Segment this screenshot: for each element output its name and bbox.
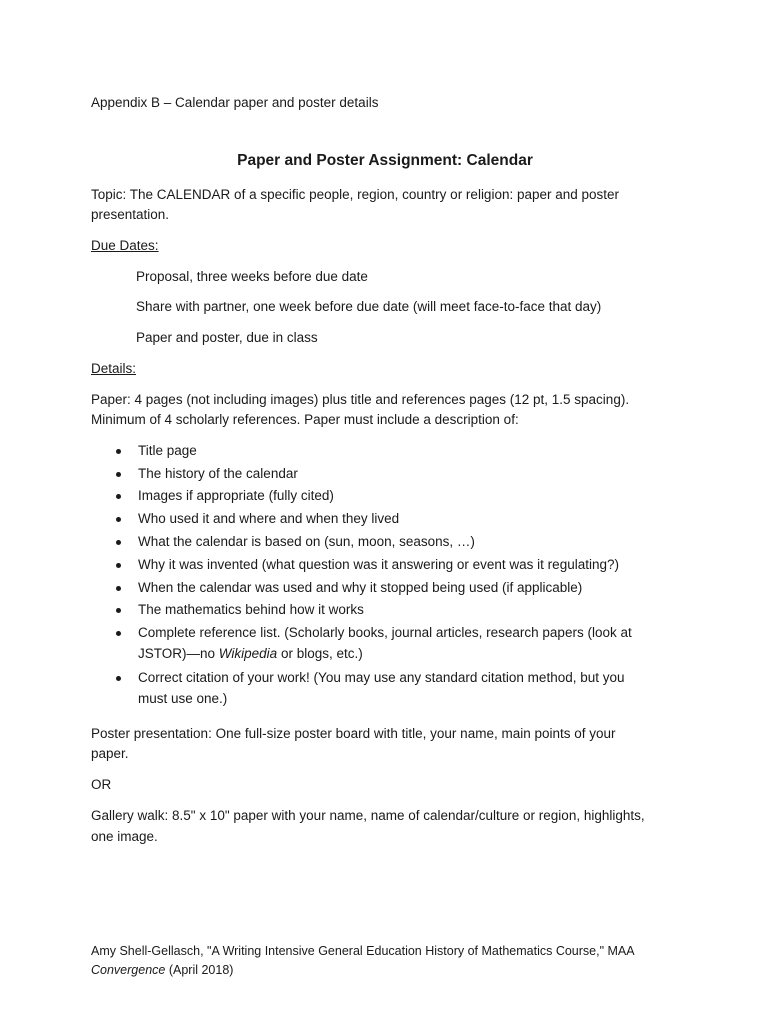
bullet-marker — [116, 449, 121, 454]
list-item-references-line-2 — [138, 643, 363, 664]
due-date-item: Share with partner, one week before due date (will meet face-to-face that day) — [136, 299, 602, 314]
bullet-marker — [116, 472, 121, 477]
topic-line-2: presentation. — [91, 207, 170, 222]
appendix-heading: Appendix B – Calendar paper and poster details — [91, 95, 379, 110]
list-item: Why it was invented (what question was it answering or event was it regulating?) — [138, 557, 619, 572]
references-text: JSTOR)—no — [138, 646, 219, 661]
convergence-italic: Convergence — [91, 963, 166, 977]
bullet-marker — [116, 608, 121, 613]
list-item-references-line-1: Complete reference list. (Scholarly books, journal articles, research papers (look at — [138, 625, 632, 640]
paper-line-2: Minimum of 4 scholarly references. Paper must include a description of: — [91, 412, 519, 427]
bullet-marker — [116, 494, 121, 499]
gallery-line-2: one image. — [91, 829, 158, 844]
bullet-marker — [116, 517, 121, 522]
list-item-citation-line-2: must use one.) — [138, 691, 228, 706]
bullet-marker — [116, 540, 121, 545]
list-item: Title page — [138, 443, 197, 458]
references-text-end: or blogs, etc.) — [277, 646, 363, 661]
paper-line-1: Paper: 4 pages (not including images) plus title and references pages (12 pt, 1.5 spacing). — [91, 392, 630, 407]
list-item-citation-line-1: Correct citation of your work! (You may use any standard citation method, but you — [138, 670, 625, 685]
bullet-marker — [116, 676, 121, 681]
footer-date: (April 2018) — [165, 963, 234, 977]
footer-citation-line-2 — [91, 960, 233, 980]
due-date-item: Proposal, three weeks before due date — [136, 269, 368, 284]
bullet-marker — [116, 586, 121, 591]
gallery-line-1: Gallery walk: 8.5" x 10" paper with your name, name of calendar/culture or region, highlights, — [91, 808, 645, 823]
bullet-marker — [116, 631, 121, 636]
list-item: What the calendar is based on (sun, moon, seasons, …) — [138, 534, 475, 549]
bullet-marker — [116, 563, 121, 568]
list-item: When the calendar was used and why it stopped being used (if applicable) — [138, 580, 583, 595]
list-item: The history of the calendar — [138, 466, 298, 481]
due-date-item: Paper and poster, due in class — [136, 330, 318, 345]
poster-line-2: paper. — [91, 746, 129, 761]
wikipedia-italic: Wikipedia — [218, 646, 278, 661]
due-dates-heading: Due Dates: — [91, 238, 159, 253]
list-item: Who used it and where and when they lived — [138, 511, 400, 526]
footer-citation-line-1: Amy Shell-Gellasch, "A Writing Intensive General Education History of Mathematics Course," MAA — [91, 944, 635, 958]
topic-line-1: Topic: The CALENDAR of a specific people, region, country or religion: paper and poster — [91, 187, 620, 202]
page-title: Paper and Poster Assignment: Calendar — [237, 152, 533, 169]
list-item: The mathematics behind how it works — [138, 602, 364, 617]
poster-line-1: Poster presentation: One full-size poster board with title, your name, main points of your — [91, 726, 616, 741]
details-heading: Details: — [91, 361, 137, 376]
list-item: Images if appropriate (fully cited) — [138, 488, 334, 503]
or-text: OR — [91, 777, 112, 792]
